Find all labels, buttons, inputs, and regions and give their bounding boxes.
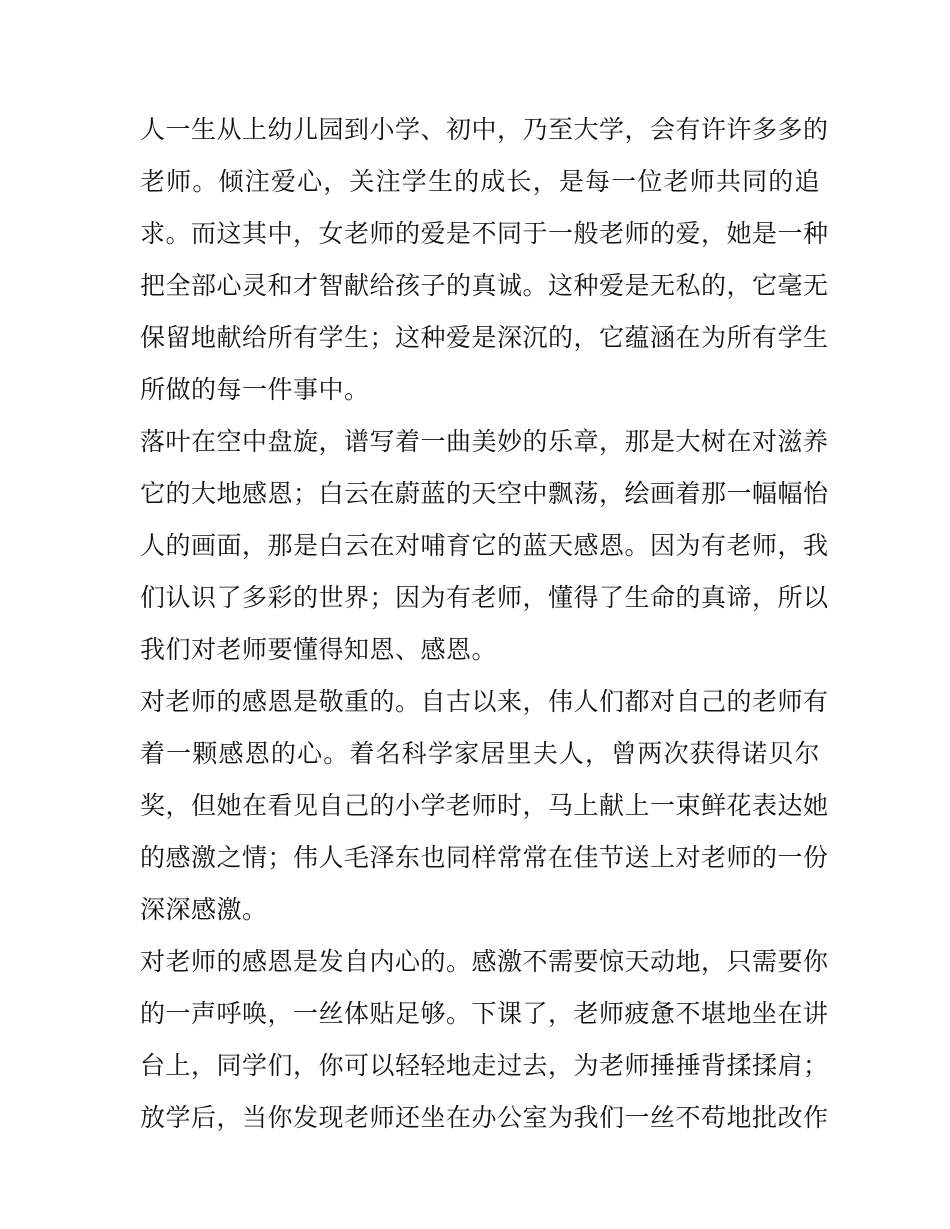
text-line: 的感激之情；伟人毛泽东也同样常常在佳节送上对老师的一份 [140,843,829,872]
text-line: 深深感激。 [140,895,268,924]
text-line: 求。而这其中，女老师的爱是不同于一般老师的爱，她是一种 [140,219,829,248]
paragraph-2 [140,420,829,680]
text-line: 把全部心灵和才智献给孩子的真诚。这种爱是无私的，它毫无 [140,271,829,300]
text-line: 的一声呼唤，一丝体贴足够。下课了，老师疲惫不堪地坐在讲 [140,999,829,1028]
text-line: 保留地献给所有学生；这种爱是深沉的，它蕴涵在为所有学生 [140,323,829,352]
text-line: 对老师的感恩是发自内心的。感激不需要惊天动地，只需要你 [140,947,829,976]
paragraph-3 [140,680,829,940]
text-line: 奖，但她在看见自己的小学老师时，马上献上一束鲜花表达她 [140,791,829,820]
text-line: 放学后，当你发现老师还坐在办公室为我们一丝不苟地批改作 [140,1103,829,1132]
text-line: 所做的每一件事中。 [140,375,370,404]
text-line: 人的画面，那是白云在对哺育它的蓝天感恩。因为有老师，我 [140,531,829,560]
text-line: 落叶在空中盘旋，谱写着一曲美妙的乐章，那是大树在对滋养 [140,427,829,456]
text-line: 它的大地感恩；白云在蔚蓝的天空中飘荡，绘画着那一幅幅怡 [140,479,829,508]
text-line: 我们对老师要懂得知恩、感恩。 [140,635,498,664]
text-line: 台上，同学们，你可以轻轻地走过去，为老师捶捶背揉揉肩； [140,1051,829,1080]
paragraph-4 [140,940,829,1148]
text-line: 对老师的感恩是敬重的。自古以来，伟人们都对自己的老师有 [140,687,829,716]
text-line: 人一生从上幼儿园到小学、初中，乃至大学，会有许许多多的 [140,115,829,144]
document-body [140,108,829,1148]
text-line: 老师。倾注爱心，关注学生的成长，是每一位老师共同的追 [140,167,820,196]
text-line: 们认识了多彩的世界；因为有老师，懂得了生命的真谛，所以 [140,583,829,612]
text-line: 着一颗感恩的心。着名科学家居里夫人，曾两次获得诺贝尔 [140,739,820,768]
paragraph-1 [140,108,829,420]
